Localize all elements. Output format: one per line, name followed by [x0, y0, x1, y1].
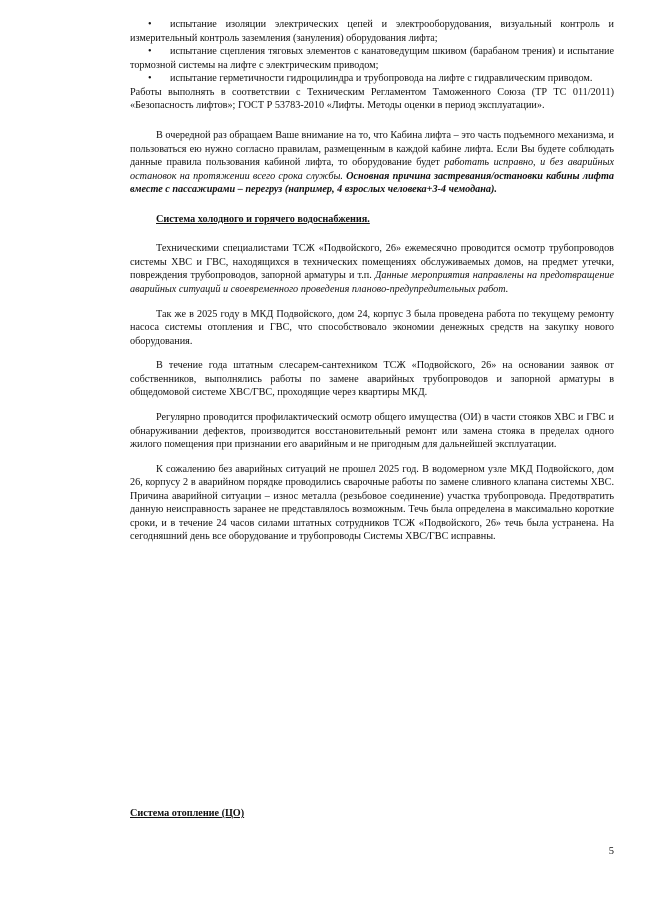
paragraph-text: Регулярно проводится профилактический осмотр общего имущества (ОИ) в части стояков ХВС и ГВС и обнаруживании дефектов, производится восстановительный ремонт или замена стояка в пределах одного жилого помещения при признании его аварийным и не пригодным для дальнейшей эксплуатации. — [130, 411, 614, 451]
paragraph-water-3 — [130, 359, 614, 400]
bullet-marker: • — [148, 19, 152, 30]
lift-notice-italic-1: работать исправно, и без аварийных остановок на протяжении всего срока службы. — [130, 157, 614, 182]
paragraph-water-2 — [130, 308, 614, 349]
paragraph-lift-notice — [130, 129, 614, 197]
page-number: 5 — [608, 846, 614, 857]
section-heading-water: Система холодного и горячего водоснабжения. — [156, 213, 370, 225]
paragraph-regulations: Работы выполнять в соответствии с Техническим Регламентом Таможенного Союза (ТР ТС 011/2011) «Безопасность лифтов»; ГОСТ Р 53783-2010 «Лифты. Методы оценки в период эксплуатации». — [130, 86, 614, 112]
paragraph-water-4 — [130, 411, 614, 452]
paragraph-text: Техническими специалистами ТСЖ «Подвойского, 26» ежемесячно проводится осмотр трубопроводов системы ХВС и ГВС, находящихся в технических помещениях обслуживаемых домов, на предмет утечки, повреждения трубопроводов, запорной арматуры и т.п. — [130, 243, 614, 282]
bullet-text: испытание герметичности гидроцилиндра и трубопровода на лифте с гидравлическим приводом. — [170, 73, 593, 85]
bullet-text: испытание изоляции электрических цепей и электрооборудования, визуальный контроль и измерительный контроль заземления (зануления) оборудования лифта; — [130, 19, 614, 44]
paragraph-water-1 — [130, 242, 614, 296]
paragraph-water-5 — [130, 463, 614, 544]
paragraph-text: К сожалению без аварийных ситуаций не прошел 2025 год. В водомерном узле МКД Подвойского, дом 26, корпусу 2 в аварийном порядке проводились сварочные работы по замене сливного клапана системы ХВС. Причина аварийной ситуации – износ металла (резьбовое соединение) участка трубопровода. Предотвратить данную неисправность заранее не представлялось возможным. Течь была определена в максимально короткие сроки, и в течение 24 часов силами штатных сотрудников ТСЖ «Подвойского, 26» течь была устранена. На сегодняшний день все оборудование и трубопроводы Системы ХВС/ГВС исправны. — [130, 463, 614, 543]
section-heading-heating: Система отопление (ЦО) — [130, 808, 245, 819]
paragraph-text-italic: Данные мероприятия направлены на предотвращение аварийных ситуаций и своевременного проведения планово-предупредительных работ. — [130, 270, 614, 295]
lift-notice-text: В очередной раз обращаем Ваше внимание на то, что Кабина лифта – это часть подъемного механизма, и пользоваться ею нужно согласно правилам, размещенным в каждой кабине лифта. Если Вы будете соблюдать данные правила пользования кабиной лифта, то оборудование будет — [130, 129, 614, 169]
list-item — [130, 72, 614, 86]
bullet-marker: • — [148, 73, 152, 85]
paragraph-text: В течение года штатным слесарем-сантехником ТСЖ «Подвойского, 26» на основании заявок от собственников, выполнялись работы по замене аварийных трубопроводов и запорной арматуры в общедомовой системе ХВС/ГВС, проходящие через квартиры МКД. — [130, 360, 614, 399]
paragraph-text: Так же в 2025 году в МКД Подвойского, дом 24, корпус 3 была проведена работа по текущему ремонту насоса системы отопления и ГВС, что способствовало экономии денежных средств на закупку нового оборудования. — [130, 308, 614, 347]
bullet-marker: • — [148, 46, 152, 58]
list-item — [130, 18, 614, 45]
document-body — [130, 18, 614, 544]
bullet-list — [130, 18, 614, 86]
list-item — [130, 45, 614, 72]
lift-notice-italic-2: Основная причина застревания/остановки кабины лифта вместе с пассажирами – перегруз (например, 4 взрослых человека+3-4 чемодана). — [130, 170, 614, 196]
bullet-text: испытание сцепления тяговых элементов с канатоведущим шкивом (барабаном трения) и испытание тормозной системы на лифте с электрическим приводом; — [130, 46, 614, 71]
